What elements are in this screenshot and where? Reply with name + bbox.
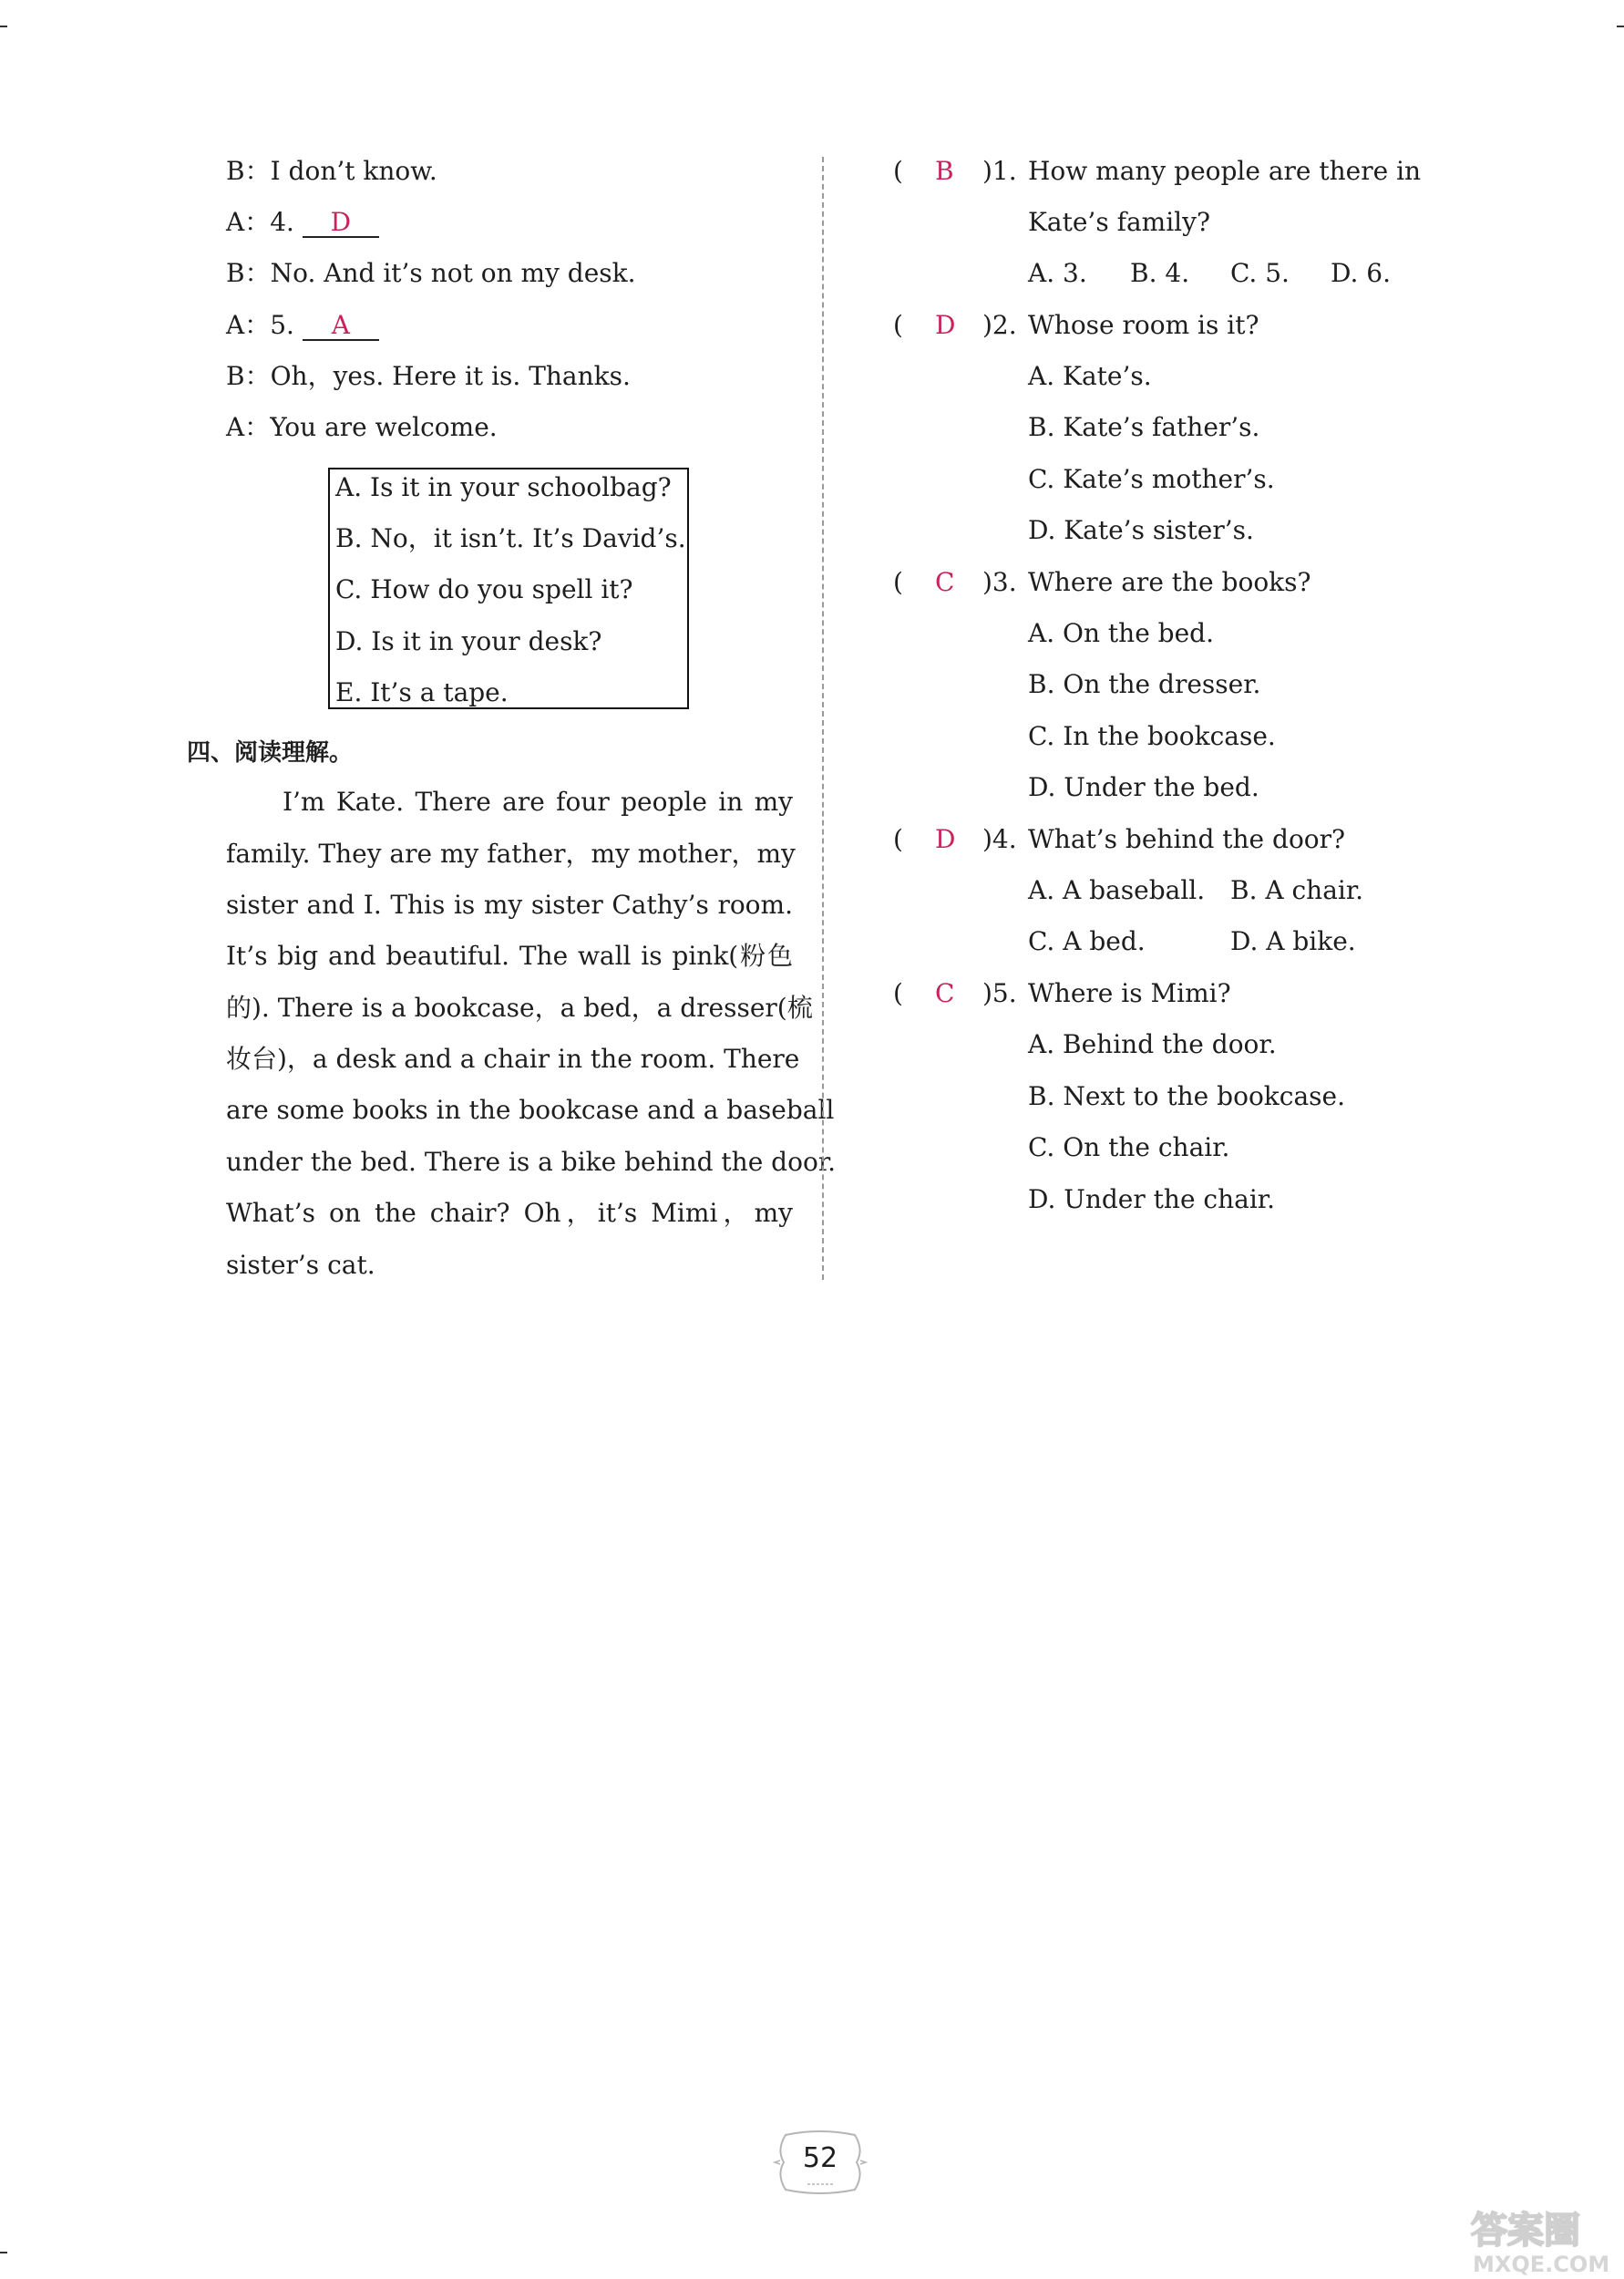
choice: D. Under the bed. [1028,772,1259,802]
dialogue-line [226,409,498,446]
answer-paren: ( [893,310,903,340]
option-c: C. How do you spell it? [335,574,633,604]
question-stem: Whose room is it? [1028,310,1259,340]
speaker: B： [226,361,271,391]
choice: D. Kate’s sister’s. [1028,515,1254,545]
choice: C. On the chair. [1028,1132,1230,1162]
question-stem: Where are the books? [1028,567,1311,597]
choice: B. Next to the bookcase. [1028,1081,1345,1111]
option-a: A. Is it in your schoolbag? [335,472,672,502]
dialogue-line [226,358,631,395]
dialogue-text: Oh，yes. Here it is. Thanks. [270,361,631,391]
choice: B. On the dresser. [1028,669,1261,699]
choice: C. 5. [1230,258,1290,288]
choice: C. In the bookcase. [1028,721,1276,751]
page-number-badge [773,2129,868,2195]
option-b: B. No，it isn’t. It’s David’s. [335,523,686,553]
question-stem: Kate’s family? [1028,207,1210,237]
choice: C. A bed. [1028,926,1146,956]
dialogue-text: No. And it’s not on my desk. [270,258,636,288]
question-number: )5. [982,978,1017,1008]
answer-paren: ( [893,567,903,597]
passage-line: I’m Kate. There are four people in my [283,787,793,817]
dialogue-text: You are welcome. [270,412,498,442]
speaker: A： [226,310,271,340]
choice: B. Kate’s father’s. [1028,412,1260,442]
option-e: E. It’s a tape. [335,677,509,707]
page-number: 52 [802,2142,838,2174]
answer-letter: C [935,567,955,597]
question-number: )1. [982,156,1017,186]
choice: A. A baseball. [1028,875,1206,905]
dialogue-line [226,307,379,344]
dialogue-line [226,255,636,292]
choice: A. 3. [1028,258,1087,288]
choice: D. 6. [1331,258,1391,288]
svg-text:答案圈: 答案圈 [1471,2210,1580,2252]
blank-number: 5. [270,310,294,340]
svg-text:MXQE.COM: MXQE.COM [1473,2252,1610,2275]
answer-letter: D [935,824,956,854]
question-stem: What’s behind the door? [1028,824,1346,854]
speaker: B： [226,156,271,186]
answer-paren: ( [893,824,903,854]
passage-line: sister and I. This is my sister Cathy’s room. [226,890,793,920]
choice: C. Kate’s mother’s. [1028,464,1275,494]
passage-line: family. They are my father，my mother，my [226,839,796,869]
question-number: )4. [982,824,1017,854]
answer-blank: D [303,209,379,238]
choice: A. On the bed. [1028,618,1214,648]
question-stem: Where is Mimi? [1028,978,1231,1008]
choice: A. Kate’s. [1028,361,1152,391]
answer-paren: ( [893,156,903,186]
passage-line: under the bed. There is a bike behind the door. [226,1147,837,1177]
column-divider [822,157,824,1280]
speaker: B： [226,258,271,288]
passage-line: sister’s cat. [226,1250,375,1280]
answer-letter: D [935,310,956,340]
dialogue-line [226,204,379,241]
answer-blank: A [303,312,379,341]
blank-number: 4. [270,207,294,237]
passage-line: It’s big and beautiful. The wall is pink(粉色 [226,941,793,971]
choice: B. 4. [1130,258,1190,288]
choice: A. Behind the door. [1028,1029,1277,1059]
choice: D. Under the chair. [1028,1184,1275,1214]
options-box [328,468,689,709]
passage-line: What’s on the chair? Oh，it’s Mimi，my [226,1198,793,1228]
answer-paren: ( [893,978,903,1008]
speaker: A： [226,207,271,237]
dialogue-text: I don’t know. [270,156,437,186]
crop-mark-bottom-left [0,2252,7,2253]
section-heading: 四、阅读理解。 [187,739,354,767]
speaker: A： [226,412,271,442]
passage-line: 的). There is a bookcase，a bed，a dresser(梳 [226,993,813,1023]
option-d: D. Is it in your desk? [335,626,602,656]
passage-line: 妆台)，a desk and a chair in the room. There [226,1044,800,1074]
watermark-logo [1465,2197,1620,2275]
passage-line: are some books in the bookcase and a baseball [226,1095,835,1125]
crop-mark-top-right [1617,26,1624,27]
crop-mark-top-left [0,26,7,27]
watermark-graphic [1465,2197,1620,2275]
dialogue-line [226,153,437,190]
question-number: )3. [982,567,1017,597]
choice: D. A bike. [1230,926,1356,956]
question-stem: How many people are there in [1028,156,1422,186]
choice: B. A chair. [1230,875,1364,905]
question-number: )2. [982,310,1017,340]
answer-letter: C [935,978,955,1008]
answer-letter: B [935,156,954,186]
